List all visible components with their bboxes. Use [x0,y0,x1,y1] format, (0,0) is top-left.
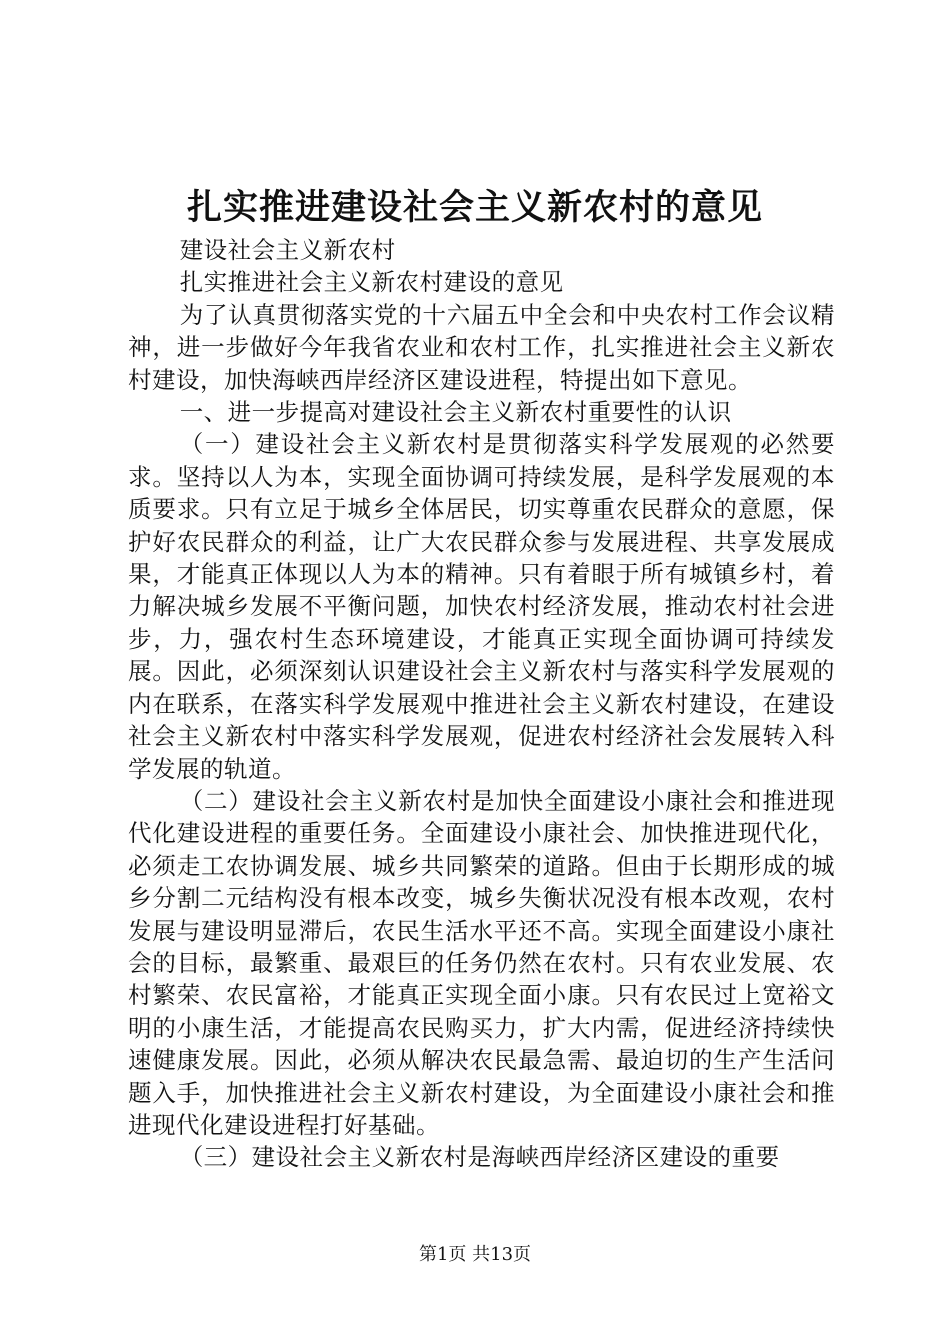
paragraph-section-2: （二）建设社会主义新农村是加快全面建设小康社会和推进现代化建设进程的重要任务。全面建设小康社会、加快推进现代化，必须走工农协调发展、城乡共同繁荣的道路。但由于长期形成的城乡分割二元结构没有根本改变，城乡失衡状况没有根本改观，农村发展与建设明显滞后，农民生活水平还不高。实现全面建设小康社会的目标，最繁重、最艰巨的任务仍然在农村。只有农业发展、农村繁荣、农民富裕，才能真正实现全面小康。只有农民过上宽裕文明的小康生活，才能提高农民购买力，扩大内需，促进经济持续快速健康发展。因此，必须从解决农民最急需、最迫切的生产生活问题入手，加快推进社会主义新农村建设，为全面建设小康社会和推进现代化建设进程打好基础。 [128,786,835,1139]
document-title: 扎实推进建设社会主义新农村的意见 [186,187,763,228]
section-heading: 一、进一步提高对建设社会主义新农村重要性的认识 [179,398,732,427]
page-number-footer: 第1页 共13页 [418,1244,532,1265]
paragraph-section-1: （一）建设社会主义新农村是贯彻落实科学发展观的必然要求。坚持以人为本，实现全面协调可持续发展，是科学发展观的本质要求。只有立足于城乡全体居民，切实尊重农民群众的意愿，保护好农民群众的利益，让广大农民群众参与发展进程、共享发展成果，才能真正体现以人为本的精神。只有着眼于所有城镇乡村，着力解决城乡发展不平衡问题，加快农村经济发展，推动农村社会进步，力，强农村生态环境建设，才能真正实现全面协调可持续发展。因此，必须深刻认识建设社会主义新农村与落实科学发展观的内在联系，在落实科学发展观中推进社会主义新农村建设，在建设社会主义新农村中落实科学发展观，促进农村经济社会发展转入科学发展的轨道。 [128,430,835,783]
paragraph-section-3: （三）建设社会主义新农村是海峡西岸经济区建设的重要 [179,1143,780,1172]
paragraph-subtitle: 建设社会主义新农村 [179,236,396,264]
paragraph-heading: 扎实推进社会主义新农村建设的意见 [179,268,564,297]
paragraph-intro: 为了认真贯彻落实党的十六届五中全会和中央农村工作会议精神，进一步做好今年我省农业和农村工作，扎实推进社会主义新农村建设，加快海峡西岸经济区建设进程，特提出如下意见。 [128,300,835,394]
document-body [128,234,835,1174]
